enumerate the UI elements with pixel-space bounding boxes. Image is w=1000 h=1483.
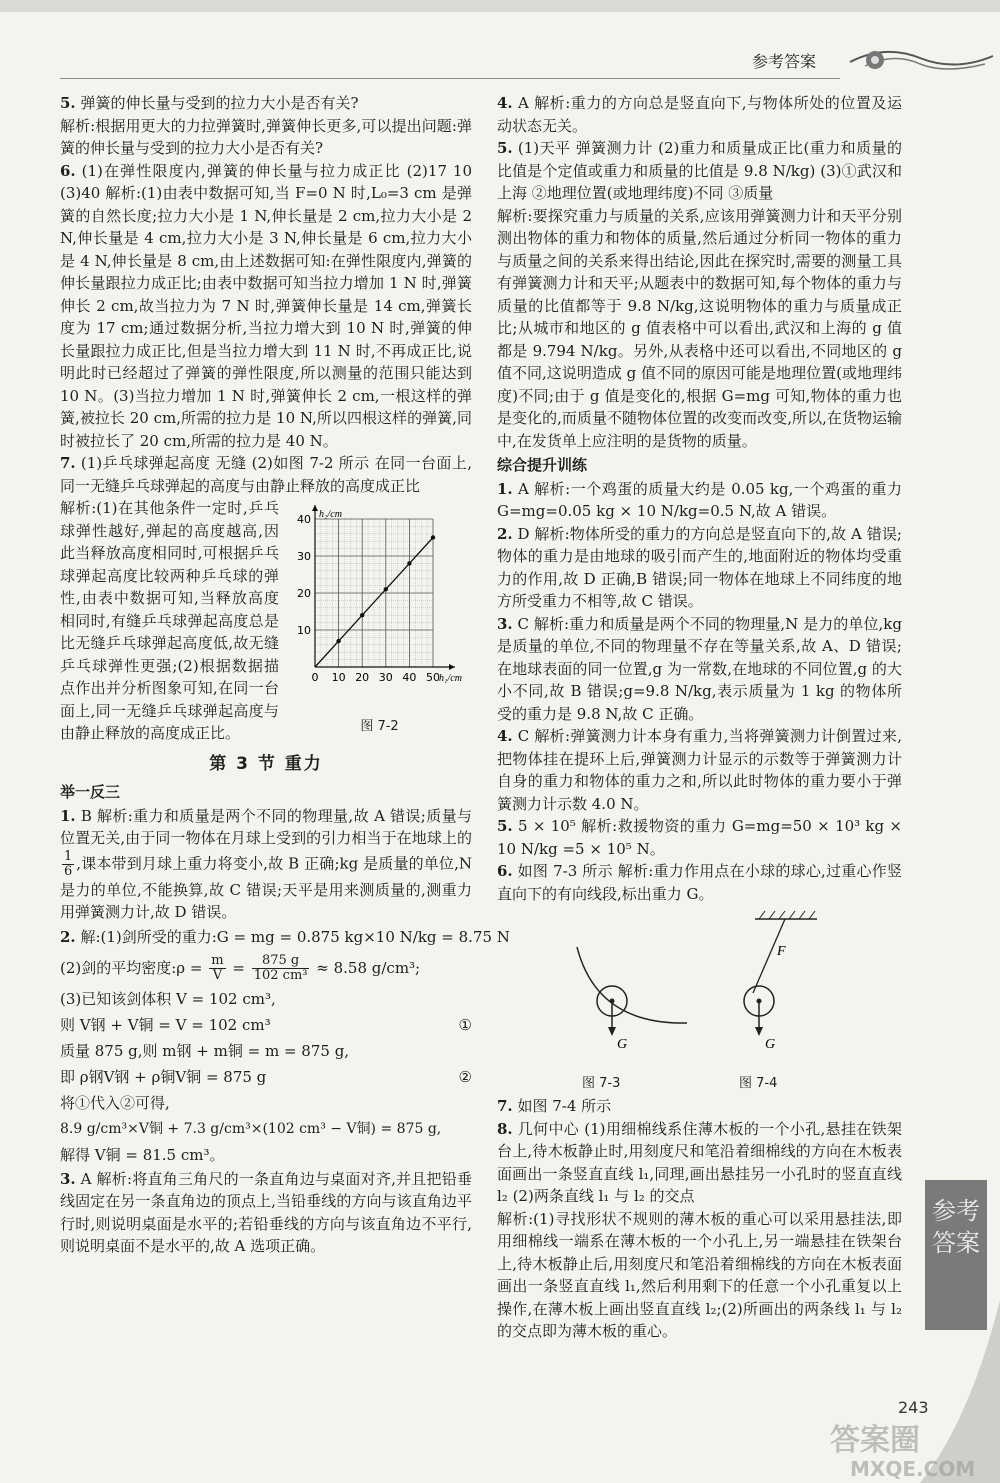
page-number: 243	[898, 1398, 929, 1417]
fraction-denominator: V	[212, 968, 223, 983]
watermark-url: MXQE.COM	[850, 1457, 976, 1481]
eq-line-1	[60, 924, 510, 950]
x-axis-arrow-icon	[449, 664, 455, 670]
figures-svg	[497, 905, 902, 1070]
figures-7-3-7-4	[497, 905, 902, 1095]
side-tab-text: 参考答案	[932, 1197, 980, 1257]
figure-7-4-caption: 图 7-4	[739, 1076, 778, 1091]
watermark-logo	[820, 1412, 1000, 1482]
practice-item-2	[60, 924, 510, 1168]
item-text-cont: ,课本带到月球上重力将变小,故 B 正确;kg 是质量的单位,N 是力的单位,不能换算,故 C 错误;天平是用来测质量的,测重力用弹簧测力计,故 D 错误。	[60, 854, 472, 921]
practice-item-3	[60, 1168, 472, 1258]
eq-text: 将①代入②可得,	[60, 1093, 170, 1112]
eq-text: 质量 875 g,则 m钢 + m铜 = m = 875 g,	[60, 1041, 350, 1060]
right-column	[497, 92, 902, 1343]
comprehensive-item-1	[497, 478, 902, 523]
practice-item-4	[497, 92, 902, 137]
data-point	[384, 587, 388, 591]
tension-label: F	[777, 944, 786, 959]
fraction-denominator: 6	[64, 863, 73, 879]
item-text: B 解析:重力和质量是两个不同的物理量,故 A 错误;质量与位置无关,由于同一物体在月球上受到的引力相当于在地球上的	[60, 806, 472, 847]
item-number: 4.	[497, 727, 513, 745]
arrow-head-icon	[608, 1027, 616, 1036]
item-answer: (1)天平 弹簧测力计 (2)重力和质量成正比(重力和质量的比值是个定值或重力和质量的比值是 9.8 N/kg) (3)①武汉和上海 ②地理位置(或地理纬度)不同 ③质量	[497, 139, 902, 202]
eq-line-6	[60, 1064, 472, 1090]
fraction-denominator: 102 cm³	[253, 968, 308, 983]
data-point	[431, 535, 435, 539]
eq-text: (3)已知该剑体积 V = 102 cm³,	[60, 989, 276, 1008]
fraction-density	[252, 954, 310, 983]
figure-7-3	[577, 947, 687, 1052]
practice-item-1	[60, 805, 472, 924]
eq-tag-2: ②	[458, 1067, 472, 1086]
answer-item-7-analysis	[60, 497, 472, 745]
item-number: 3.	[60, 1169, 76, 1188]
answer-item-7	[60, 452, 472, 497]
item-analysis: 解析:(1)寻找形状不规则的薄木板的重心可以采用悬挂法,即用细棉线一端系在薄木板的一个小孔上,另一端悬挂在铁架台上,待木板静止后,用刻度尺和笔沿着细棉线的方向在木板表面画出一条竖直直线 l₁,然后利用剩下的任意一个小孔重复以上操作,在薄木板上画出竖直直线 l₂;(2)所画出的两条线 l₁ 与 l₂ 的交点即为薄木板的重心。	[497, 1209, 902, 1340]
eq-text: 8.9 g/cm³×V铜 + 7.3 g/cm³×(102 cm³ − V铜) = 875 g,	[60, 1120, 442, 1137]
figure-7-4	[744, 911, 817, 1052]
y-tick-label: 40	[297, 513, 311, 526]
arrow-head-icon	[755, 1027, 763, 1036]
item-answer: (1)乒乓球弹起高度 无缝 (2)如图 7-2 所示 在同一台面上,同一无缝乒乓球弹起的高度与由静止释放的高度成正比	[60, 454, 472, 495]
item-text: A 解析:重力的方向总是竖直向下,与物体所处的位置及运动状态无关。	[497, 94, 902, 135]
y-tick-label: 20	[297, 587, 311, 600]
y-tick-label: 10	[297, 624, 311, 637]
y-axis-label: h₂/cm	[319, 509, 342, 520]
fraction-numerator: 875 g	[252, 954, 310, 969]
item-text: C 解析:重力和质量是两个不同的物理量,N 是力的单位,kg 是质量的单位,不同的物理量不存在等量关系,故 A、D 错误;在地球表面的同一位置,g 为一常数,在地球的不同位置,g 的大小不同,故 B 错误;g=9.8 N/kg,表示质量为 1 kg 的物体所受的重力是 9.8 N,故 C 正确。	[497, 614, 902, 723]
comprehensive-item-3	[497, 613, 902, 726]
figure-7-2	[287, 499, 472, 734]
gravity-label: G	[617, 1037, 628, 1052]
item-number: 5.	[497, 139, 513, 157]
item-number: 3.	[497, 614, 513, 633]
item-answer: 几何中心 (1)用细棉线系住薄木板的一个小孔,悬挂在铁架台上,待木板静止时,用刻度尺和笔沿着细棉线的方向在木板表面画出一条竖直直线 l₁,同理,画出悬挂另一小孔时的竖直直线 l₂ (2)两条直线 l₁ 与 l₂ 的交点	[497, 1119, 902, 1205]
item-text: 5 × 10⁵ 解析:救援物资的重力 G=mg=50 × 10³ kg × 10 N/kg =5 × 10⁵ N。	[497, 817, 902, 858]
item-number: 8.	[497, 1119, 513, 1138]
item-analysis: 解析:(1)在其他条件一定时,乒乓球弹性越好,弹起的高度越高,因此当释放高度相同时,可根据乒乓球弹起高度比较两种乒乓球的弹性,由表中数据可知,当释放高度相同时,有缝乒乓球弹起高度总是比无缝乒乓球弹起高度低,故无缝乒乓球弹性更强;(2)根据数据描点作出并分析图象可知,在同一台面上,同一无缝乒乓球弹起高度与由静止释放的高度成正比。	[60, 499, 279, 742]
x-tick-label: 40	[402, 671, 417, 684]
practice-heading: 举一反三	[60, 783, 121, 801]
item-number: 6.	[497, 862, 513, 880]
watermark-text: 答案圈	[830, 1423, 920, 1458]
x-tick-label: 20	[355, 671, 370, 684]
item-number: 7.	[497, 1097, 513, 1115]
item-number: 1.	[497, 479, 513, 498]
item-number: 7.	[60, 454, 76, 472]
header-ornament-icon	[845, 38, 995, 80]
comprehensive-heading: 综合提升训练	[497, 456, 588, 474]
eq-line-5	[60, 1038, 472, 1064]
figure-7-3-caption: 图 7-3	[582, 1076, 621, 1091]
figure-7-2-chart	[287, 499, 472, 709]
header-rule	[60, 78, 840, 79]
item-number: 2.	[60, 927, 76, 946]
item-number: 6.	[60, 161, 76, 180]
eq-line-4	[60, 1012, 472, 1038]
x-tick-label: 50	[426, 671, 440, 684]
answer-item-6	[60, 160, 472, 453]
fraction-one-sixth	[62, 850, 74, 879]
item-question: 弹簧的伸长量与受到的拉力大小是否有关?	[80, 94, 359, 112]
comprehensive-item-7	[497, 1095, 902, 1118]
section-title: 第 3 节 重力	[209, 753, 323, 774]
header-label: 参考答案	[752, 52, 817, 71]
top-border	[0, 0, 1000, 12]
eq-line-7	[60, 1090, 472, 1116]
eq-text: ≈ 8.58 g/cm³;	[316, 958, 421, 977]
eq-text: (2)剑的平均密度:ρ =	[60, 958, 203, 977]
eq-text: 解得 V铜 = 81.5 cm³。	[60, 1145, 225, 1164]
eq-tag-1: ①	[458, 1015, 472, 1034]
eq-line-3	[60, 986, 472, 1012]
item-text: 如图 7-3 所示 解析:重力作用点在小球的球心,过重心作竖直向下的有向线段,标出重力 G。	[497, 862, 902, 903]
x-axis-label: h₁/cm	[439, 673, 462, 684]
data-point	[407, 561, 411, 565]
data-point	[336, 639, 340, 643]
item-number: 4.	[497, 94, 513, 112]
item-text: (1)在弹性限度内,弹簧的伸长量与拉力成正比 (2)17 10 (3)40 解析:(1)由表中数据可知,当 F=0 N 时,L₀=3 cm 是弹簧的自然长度;拉力大小是 1 N,伸长量是 2 cm,拉力大小是 2 N,伸长量是 4 cm,拉力大小是 3 N,伸长量是 6 cm,拉力大小是 4 N,伸长量是 8 cm,由上述数据可知:在弹性限度内,弹簧的伸长量跟拉力成正比;由表中数据可知当拉力增加 1 N 时,弹簧伸长 2 cm,故当拉力为 7 N 时,弹簧伸长量是 14 cm,弹簧长度为 17 cm;通过数据分析,当拉力增大到 10 N 时,弹簧的伸长量跟拉力成正比,但是当拉力增大到 11 N 时,不再成正比,说明此时已经超过了弹簧的弹性限度,所以测量的范围只能达到 10 N。(3)当拉力增加 1 N 时,弹簧伸长 2 cm,一根这样的弹簧,被拉长 20 cm,所需的拉力是 10 N,所以四根这样的弹簧,同时被拉长了 20 cm,所需的拉力是 40 N。	[60, 161, 472, 450]
item-number: 2.	[497, 524, 513, 543]
eq-text: 即 ρ钢V钢 + ρ铜V铜 = 875 g	[60, 1067, 267, 1086]
y-tick-label: 30	[297, 550, 311, 563]
gravity-label: G	[765, 1037, 776, 1052]
item-text: A 解析:一个鸡蛋的质量大约是 0.05 kg,一个鸡蛋的重力 G=mg=0.05 kg × 10 N/kg=0.5 N,故 A 错误。	[497, 479, 902, 520]
x-tick-label: 30	[378, 671, 393, 684]
comprehensive-item-5	[497, 815, 902, 860]
item-number: 5.	[60, 94, 76, 112]
x-tick-label: 10	[331, 671, 346, 684]
eq-text: 解:(1)剑所受的重力:G = mg = 0.875 kg×10 N/kg = 8.75 N	[80, 927, 510, 946]
eq-line-9	[60, 1142, 472, 1168]
curved-surface	[577, 947, 687, 1023]
item-analysis: 解析:根据用更大的力拉弹簧时,弹簧伸长更多,可以提出问题:弹簧的伸长量与受到的拉力大小是否有关?	[60, 116, 472, 157]
x-tick-label: 0	[311, 671, 319, 684]
item-text: A 解析:将直角三角尺的一条直角边与桌面对齐,并且把铅垂线固定在另一条直角边的顶点上,当铅垂线的方向与该直角边平行时,则说明桌面是水平的;若铅垂线的方向与该直角边不平行,则说明桌面不是水平的,故 A 选项正确。	[60, 1169, 472, 1255]
item-number: 1.	[60, 806, 76, 825]
eq-line-2	[60, 950, 472, 986]
eq-sign: =	[232, 958, 245, 977]
comprehensive-item-6	[497, 860, 902, 905]
item-text: 如图 7-4 所示	[517, 1097, 612, 1115]
comprehensive-item-4	[497, 725, 902, 815]
item-text: C 解析:弹簧测力计本身有重力,当将弹簧测力计倒置过来,把物体挂在提环上后,弹簧测力计显示的示数等于弹簧测力计自身的重力和物体的重力之和,所以此时物体的重力要小于弹簧测力计示数 4.0 N。	[497, 727, 902, 813]
fraction-m-over-v	[209, 954, 225, 983]
ceiling-hatching	[759, 911, 815, 919]
left-column	[60, 92, 510, 1258]
answer-item-5	[60, 92, 472, 160]
figure-caption: 图 7-2	[360, 718, 399, 734]
comprehensive-item-2	[497, 523, 902, 613]
data-point	[360, 613, 364, 617]
item-analysis: 解析:要探究重力与质量的关系,应该用弹簧测力计和天平分别测出物体的重力和物体的质量,然后通过分析同一物体的重力与质量之间的关系来得出结论,因此在探究时,需要的测量工具有弹簧测力计和天平;从题表中的数据可知,每个物体的重力与质量的比值都等于 9.8 N/kg,这说明物体的重力与质量成正比;从城市和地区的 g 值表格中可以看出,武汉和上海的 g 值都是 9.794 N/kg。另外,从表格中还可以看出,不同地区的 g 值不同,这说明造成 g 值不同的原因可能是地理位置(或地理纬度)不同;由于 g 值是变化的,根据 G=mg 可知,物体的重力也是变化的,而质量不随物体位置的改变而改变,所以,在货物运输中,在发货单上应注明的是货物的质量。	[497, 206, 902, 450]
item-number: 5.	[497, 817, 513, 835]
eq-text: 则 V钢 + V铜 = V = 102 cm³	[60, 1015, 271, 1034]
eq-line-8	[60, 1116, 472, 1142]
fraction-numerator: m	[211, 953, 224, 968]
item-text: D 解析:物体所受的重力的方向总是竖直向下的,故 A 错误;物体的重力是由地球的吸引而产生的,地面附近的物体均受重力的作用,故 D 正确,B 错误;同一物体在地球上不同纬度的地方所受重力不相等,故 C 错误。	[497, 524, 902, 610]
practice-item-5	[497, 137, 902, 452]
fraction-numerator: 1	[64, 848, 73, 864]
y-axis-arrow-icon	[312, 505, 318, 511]
comprehensive-item-8	[497, 1118, 902, 1343]
